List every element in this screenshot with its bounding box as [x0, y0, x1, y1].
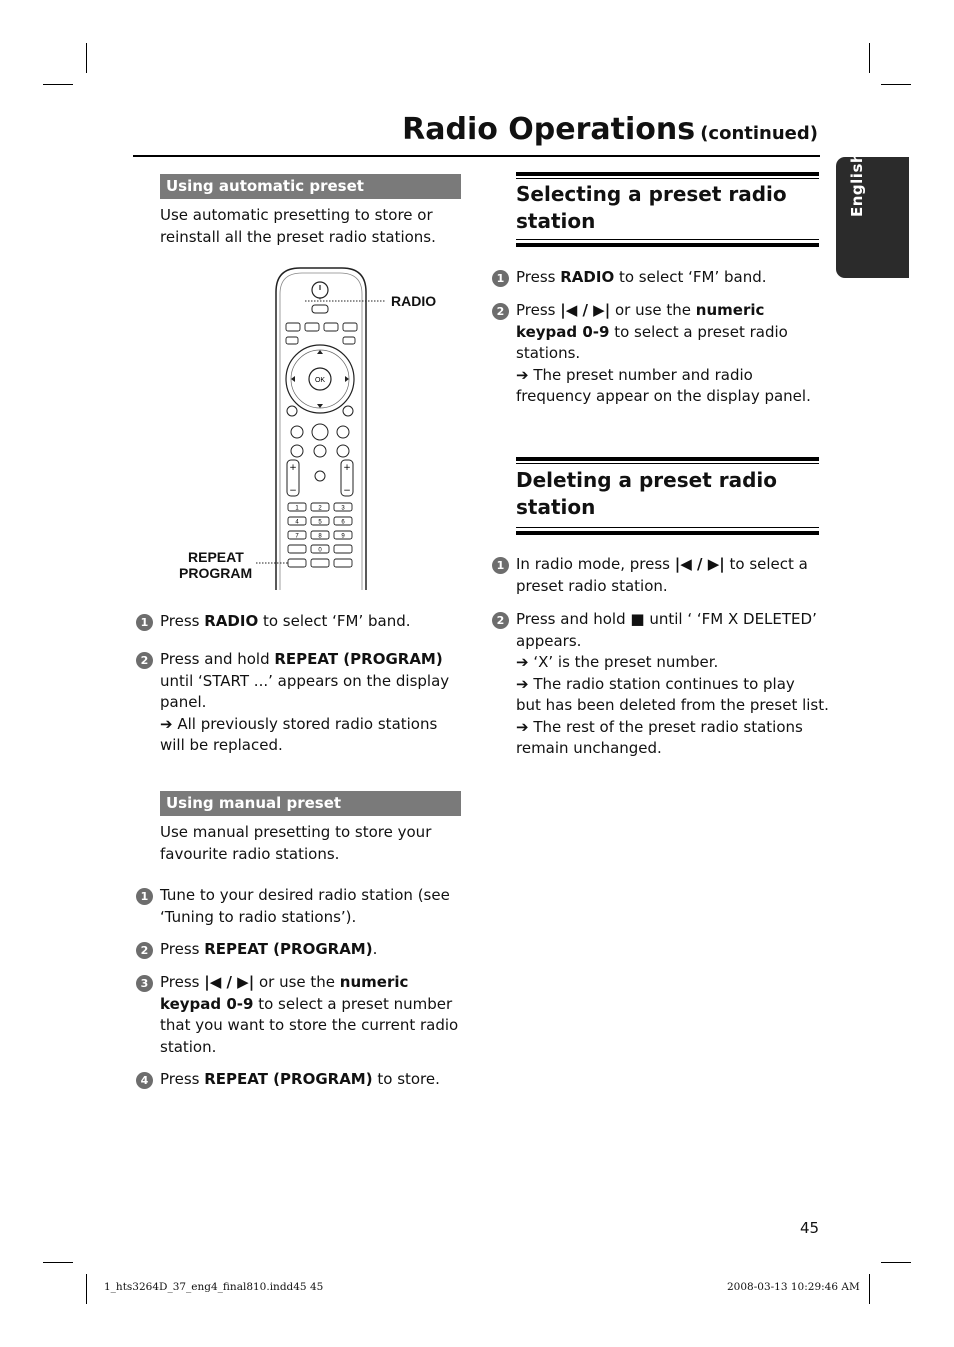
step-text: until ‘START ...’ appears on the display [160, 671, 450, 690]
step-text: Press [516, 268, 561, 286]
step-bold-text: numeric [695, 301, 765, 319]
page-number: 45 [800, 1219, 820, 1237]
step-text: Press [160, 973, 205, 991]
manual-step-2 [160, 939, 377, 961]
svg-text:1: 1 [295, 505, 299, 512]
selecting-heading [516, 181, 816, 235]
step-text: until ‘ ‘FM X DELETED’ [644, 610, 817, 628]
step-text: to select a preset radio [609, 322, 788, 341]
manual-step-4 [160, 1069, 440, 1091]
step-text: to select ‘FM’ band. [258, 612, 411, 630]
step-text: Tune to your desired radio station (see [160, 886, 450, 904]
step-bold-text: RADIO [560, 268, 615, 286]
step-text: preset radio station. [516, 576, 668, 595]
remote-control-illustration [170, 262, 470, 597]
step-text: Press [516, 301, 561, 319]
heading-line: station [516, 495, 596, 519]
step-bold-text: REPEAT (PROGRAM) [204, 1070, 373, 1088]
step-bold-text: REPEAT (PROGRAM) [274, 650, 443, 668]
manual-step-3 [160, 972, 458, 1058]
step-text: to store. [372, 1070, 440, 1088]
crop-mark [43, 84, 73, 85]
svg-text:3: 3 [341, 505, 345, 512]
prev-next-icon: |◀ / ▶| [560, 301, 611, 319]
footer-filename: 1_hts3264D_37_eng4_final810.indd45 45 [104, 1281, 324, 1293]
auto-preset-intro-line: Use automatic presetting to store or [160, 206, 433, 224]
auto-step-2 [160, 649, 449, 757]
stop-icon: ■ [630, 610, 645, 628]
svg-text:4: 4 [295, 519, 299, 526]
svg-text:−: − [289, 486, 297, 496]
step-text: panel. [160, 693, 207, 711]
language-tab [836, 151, 909, 278]
step-text: station. [160, 1037, 217, 1056]
svg-text:7: 7 [295, 533, 299, 540]
step-result-text: ➔ The preset number and radio [516, 365, 753, 384]
language-tab-label: English [848, 151, 866, 217]
manual-preset-intro [160, 822, 431, 865]
step-text: Press [160, 940, 205, 958]
section-rule [516, 531, 819, 535]
step-result-text: remain unchanged. [516, 739, 662, 757]
section-rule [516, 243, 819, 247]
section-rule [516, 457, 819, 461]
heading-line: Selecting a preset radio [516, 182, 787, 206]
selecting-step-2 [516, 300, 811, 408]
manual-preset-intro-line: favourite radio stations. [160, 844, 340, 863]
step-result-text: will be replaced. [160, 736, 283, 754]
svg-text:0: 0 [318, 547, 322, 554]
step-text: Press and hold [160, 650, 275, 668]
step-text: to select ‘FM’ band. [614, 268, 767, 286]
section-rule [516, 239, 819, 240]
prev-next-icon: |◀ / ▶| [674, 555, 725, 573]
remote-label-radio: RADIO [391, 293, 437, 309]
step-bold-text: keypad 0-9 [160, 994, 254, 1013]
step-number: 1 [136, 614, 153, 631]
step-number: 3 [136, 975, 153, 992]
step-text: or use the [610, 301, 696, 319]
page-title [402, 112, 818, 147]
crop-mark [869, 1274, 870, 1304]
prev-next-icon: |◀ / ▶| [204, 973, 255, 991]
step-text: that you want to store the current radio [160, 1016, 459, 1034]
step-bold-text: keypad 0-9 [516, 322, 610, 341]
svg-text:6: 6 [341, 519, 345, 526]
step-number: 2 [492, 303, 509, 320]
step-result-text: ➔ The radio station continues to play [516, 674, 795, 693]
deleting-step-1 [516, 554, 808, 597]
step-number: 2 [492, 612, 509, 629]
section-rule [516, 172, 819, 176]
step-number: 1 [492, 557, 509, 574]
crop-mark [869, 43, 870, 73]
step-result-text: ➔ The rest of the preset radio stations [516, 717, 803, 736]
step-bold-text: numeric [339, 973, 409, 991]
step-number: 1 [492, 270, 509, 287]
section-rule [516, 178, 819, 179]
page-title-suffix: (continued) [700, 123, 818, 144]
manual-preset-heading: Using manual preset [160, 791, 461, 816]
step-text: In radio mode, press [516, 555, 675, 573]
step-text: Press and hold [516, 610, 631, 628]
crop-mark [881, 84, 911, 85]
step-bold-text: REPEAT (PROGRAM) [204, 940, 373, 958]
deleting-step-2 [516, 609, 829, 760]
remote-label-program: PROGRAM [179, 565, 253, 581]
step-text: ‘Tuning to radio stations’). [160, 907, 357, 926]
step-number: 4 [136, 1072, 153, 1089]
svg-text:+: + [343, 463, 351, 473]
step-text: Press [160, 612, 205, 630]
selecting-step-1 [516, 267, 767, 289]
step-number: 1 [136, 888, 153, 905]
manual-preset-intro-line: Use manual presetting to store your [160, 823, 432, 841]
step-number: 2 [136, 942, 153, 959]
section-rule [516, 527, 819, 528]
section-rule [516, 463, 819, 464]
step-text: Press [160, 1070, 205, 1088]
step-result-text: frequency appear on the display panel. [516, 387, 811, 405]
heading-line: station [516, 209, 596, 233]
manual-step-1 [160, 885, 450, 928]
step-text: stations. [516, 344, 581, 362]
auto-step-1 [160, 611, 411, 633]
step-number: 2 [136, 652, 153, 669]
step-text: . [372, 940, 378, 958]
auto-preset-heading: Using automatic preset [160, 174, 461, 199]
deleting-heading [516, 467, 816, 521]
crop-mark [86, 1274, 87, 1304]
remote-label-repeat: REPEAT [188, 549, 244, 565]
step-bold-text: RADIO [204, 612, 259, 630]
step-result-text: ➔ ‘X’ is the preset number. [516, 653, 719, 671]
step-result-text: but has been deleted from the preset list. [516, 696, 829, 714]
auto-preset-intro-line: reinstall all the preset radio stations. [160, 227, 436, 246]
svg-text:8: 8 [318, 533, 322, 540]
step-text: appears. [516, 631, 582, 650]
svg-text:5: 5 [318, 519, 322, 526]
svg-text:+: + [289, 463, 297, 473]
step-result-text: ➔ All previously stored radio stations [160, 714, 438, 733]
title-rule [133, 155, 820, 157]
crop-mark [881, 1262, 911, 1263]
step-text: to select a [724, 555, 808, 573]
svg-text:OK: OK [314, 377, 326, 384]
svg-text:2: 2 [318, 505, 322, 512]
crop-mark [43, 1262, 73, 1263]
step-text: to select a preset number [253, 994, 453, 1013]
auto-preset-intro [160, 205, 436, 248]
step-text: or use the [254, 973, 340, 991]
svg-text:−: − [343, 486, 351, 496]
footer-timestamp: 2008-03-13 10:29:46 AM [727, 1281, 860, 1293]
crop-mark [86, 43, 87, 73]
heading-line: Deleting a preset radio [516, 468, 777, 492]
page-title-main: Radio Operations [402, 112, 696, 147]
svg-text:9: 9 [341, 533, 345, 540]
